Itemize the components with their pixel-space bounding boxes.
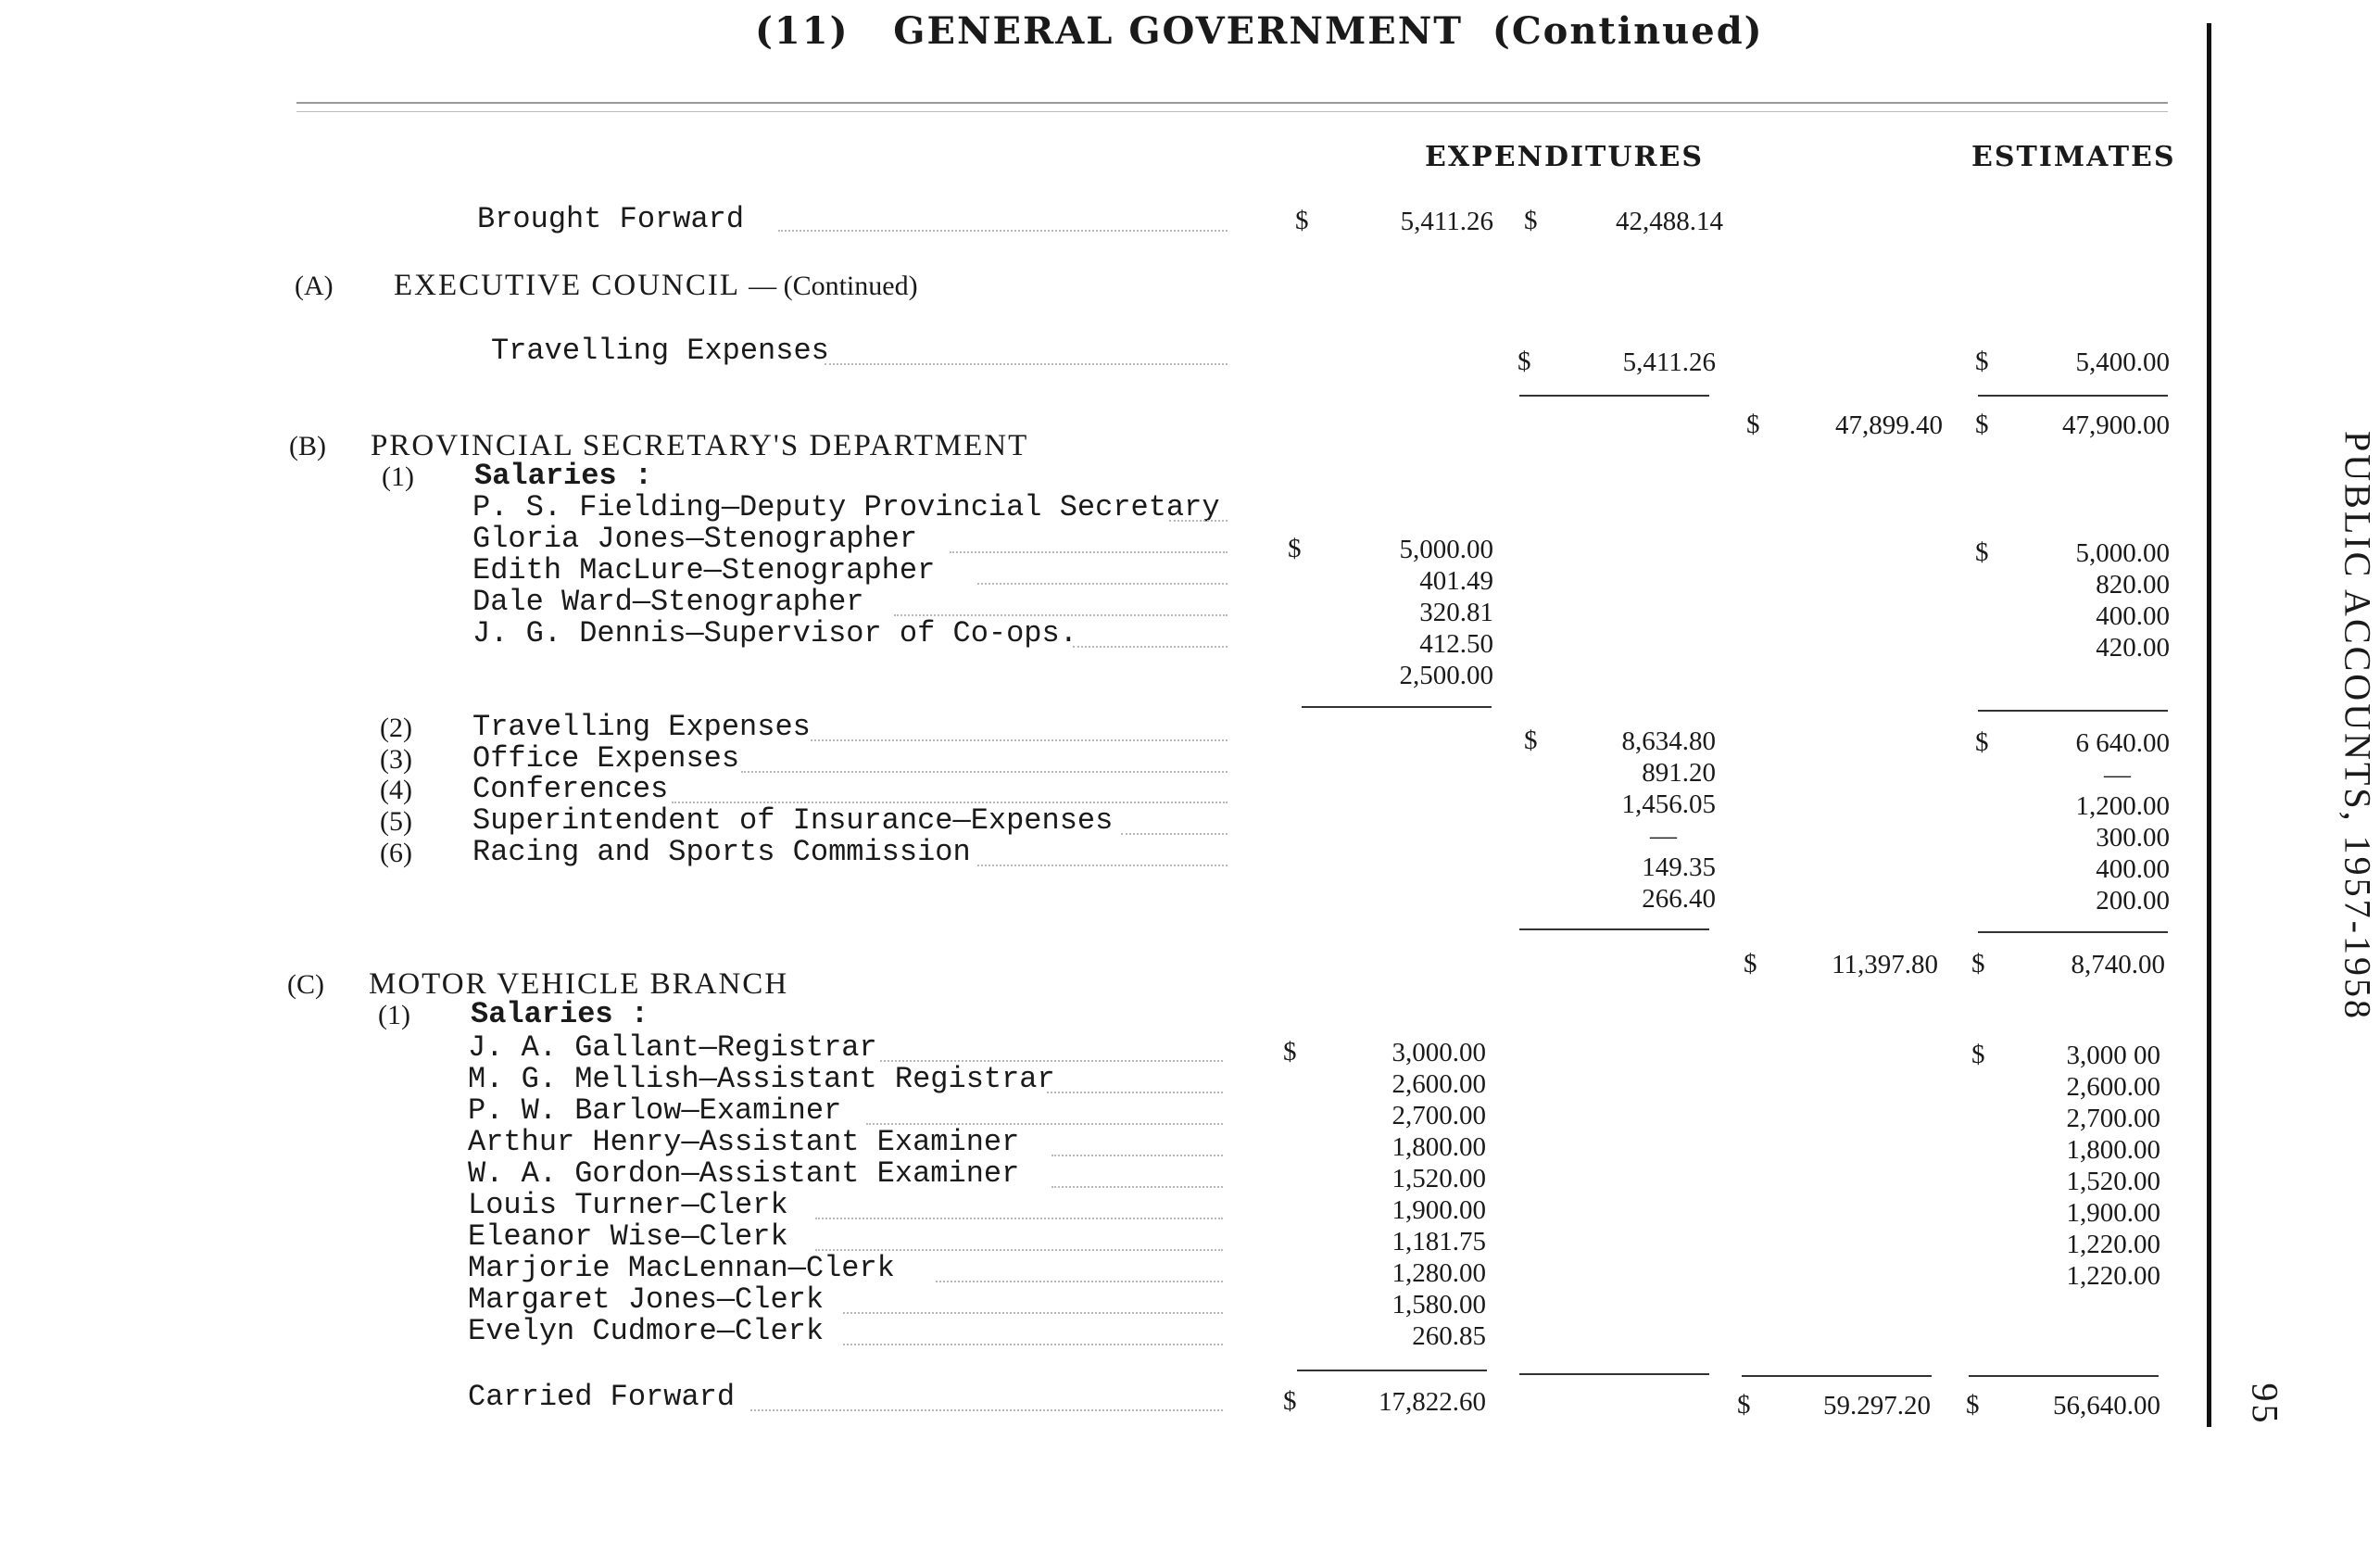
salary-name: M. G. Mellish—Assistant Registrar — [468, 1062, 1055, 1096]
brought-forward-label: Brought Forward — [477, 202, 745, 236]
expenditures-header: EXPENDITURES — [1425, 141, 1704, 173]
salary-estimate: 1,220.00 — [2066, 1230, 2160, 1259]
currency-sign: $ — [1744, 949, 1757, 979]
salary-name: J. G. Dennis—Supervisor of Co-ops. — [472, 616, 1077, 650]
carried-forward-estimate: 56,640.00 — [2053, 1391, 2160, 1420]
leader-dots — [1073, 646, 1228, 648]
carried-forward-col1: 17,822.60 — [1379, 1387, 1486, 1417]
item-number: (3) — [380, 744, 412, 775]
leader-dots — [843, 1312, 1223, 1314]
section-c-letter: (C) — [287, 969, 324, 1000]
item-expenditure: 266.40 — [1642, 884, 1716, 914]
salary-estimate: 2,700.00 — [2066, 1104, 2160, 1133]
salary-amount: 5,000.00 — [1399, 535, 1493, 564]
section-b-total-expenditure: 11,397.80 — [1832, 950, 1938, 979]
salary-amount: 2,500.00 — [1399, 661, 1493, 690]
brought-forward-col1: 5,411.26 — [1400, 207, 1493, 236]
page-number: 95 — [2244, 1383, 2286, 1426]
section-c-title: MOTOR VEHICLE BRANCH — [369, 967, 789, 1001]
currency-sign: $ — [1975, 537, 1989, 567]
carried-forward-col3: 59.297.20 — [1823, 1391, 1931, 1420]
section-a-title: EXECUTIVE COUNCIL — [394, 269, 739, 302]
leader-dots — [1051, 1155, 1223, 1156]
item-estimate: 400.00 — [2096, 854, 2170, 884]
section-a-letter: (A) — [295, 271, 334, 301]
item-expenditure: 8,634.80 — [1621, 726, 1716, 756]
item-estimate: 200.00 — [2096, 886, 2170, 915]
currency-sign: $ — [1971, 949, 1985, 979]
page-title-suffix: (Continued) — [1492, 9, 1764, 53]
salary-estimate: 1,220.00 — [2066, 1261, 2160, 1291]
currency-sign: $ — [1283, 1037, 1297, 1067]
salary-estimate: 3,000 00 — [2066, 1041, 2160, 1070]
salary-amount: 1,280.00 — [1391, 1258, 1486, 1288]
leader-dots — [741, 771, 1228, 773]
salary-name: W. A. Gordon—Assistant Examiner — [468, 1156, 1020, 1191]
currency-sign: $ — [1524, 206, 1538, 235]
salary-amount: 401.49 — [1419, 566, 1493, 596]
item-expenditure: 149.35 — [1642, 852, 1716, 882]
total-rule — [1519, 1373, 1709, 1375]
leader-dots — [977, 865, 1228, 866]
leader-dots — [811, 739, 1228, 741]
total-rule — [1742, 1375, 1932, 1377]
salary-name: Edith MacLure—Stenographer — [472, 553, 936, 587]
item-expenditure: 891.20 — [1642, 758, 1716, 788]
subtotal-rule — [1978, 931, 2168, 933]
salary-name: P. W. Barlow—Examiner — [468, 1093, 842, 1128]
side-title: PUBLIC ACCOUNTS, 1957-1958 — [2336, 431, 2379, 1021]
leader-dots — [825, 363, 1228, 365]
subtotal-rule — [1978, 395, 2168, 397]
currency-sign: $ — [1975, 410, 1989, 439]
item-estimate: 1,200.00 — [2075, 791, 2170, 821]
item-expenditure: 1,456.05 — [1621, 789, 1716, 819]
salary-name: P. S. Fielding—Deputy Provincial Secretary — [472, 490, 1220, 524]
salary-amount: 2,600.00 — [1391, 1069, 1486, 1099]
leader-dots — [843, 1344, 1223, 1345]
salary-estimate: 1,900.00 — [2066, 1198, 2160, 1228]
salary-amount: 3,000.00 — [1391, 1038, 1486, 1067]
section-a-total-expenditure: 47,899.40 — [1835, 410, 1943, 440]
salary-name: Arthur Henry—Assistant Examiner — [468, 1125, 1020, 1159]
header-rule-top — [296, 102, 2168, 104]
leader-dots — [936, 1281, 1223, 1282]
leader-dots — [1047, 1092, 1223, 1093]
section-c-salaries-number: (1) — [378, 1000, 410, 1030]
salary-estimate: 1,800.00 — [2066, 1135, 2160, 1165]
salary-amount: 1,580.00 — [1391, 1290, 1486, 1319]
brought-forward-col2: 42,488.14 — [1616, 207, 1723, 236]
subtotal-rule — [1519, 928, 1709, 930]
leader-dots — [1051, 1186, 1223, 1188]
section-b-salaries-label: Salaries : — [474, 459, 653, 493]
salary-amount: 320.81 — [1419, 598, 1493, 627]
section-b-salaries-number: (1) — [382, 461, 414, 492]
item-label: Travelling Expenses — [472, 710, 811, 744]
currency-sign: $ — [1966, 1390, 1980, 1420]
total-rule — [1969, 1375, 2159, 1377]
section-c-salaries-label: Salaries : — [471, 997, 649, 1031]
salary-amount: 1,181.75 — [1391, 1227, 1486, 1256]
currency-sign: $ — [1975, 347, 1989, 376]
leader-dots — [977, 583, 1228, 585]
salary-name: Dale Ward—Stenographer — [472, 585, 864, 619]
leader-dots — [1121, 833, 1228, 835]
leader-dots — [778, 230, 1228, 232]
carried-forward-label: Carried Forward — [468, 1380, 736, 1414]
item-label: Racing and Sports Commission — [472, 835, 971, 869]
salary-amount: 1,520.00 — [1391, 1164, 1486, 1193]
estimates-header: ESTIMATES — [1971, 141, 2176, 173]
currency-sign: $ — [1288, 534, 1302, 563]
section-a-continued: — (Continued) — [749, 271, 918, 301]
salary-name: Eleanor Wise—Clerk — [468, 1219, 788, 1254]
salary-estimate: 820.00 — [2096, 570, 2170, 600]
currency-sign: $ — [1975, 727, 1989, 757]
leader-dots — [1169, 520, 1228, 522]
subtotal-rule — [1978, 710, 2168, 712]
item-label: Conferences — [472, 772, 669, 806]
salary-estimate: 400.00 — [2096, 601, 2170, 631]
section-b-total-estimate: 8,740.00 — [2071, 950, 2165, 979]
currency-sign: $ — [1283, 1386, 1297, 1416]
currency-sign: $ — [1737, 1390, 1751, 1420]
total-rule — [1297, 1370, 1487, 1371]
salary-amount: 412.50 — [1419, 629, 1493, 659]
salary-amount: 1,900.00 — [1391, 1195, 1486, 1225]
salary-name: Margaret Jones—Clerk — [468, 1282, 825, 1317]
section-number: (11) — [755, 9, 850, 53]
currency-sign: $ — [1971, 1040, 1985, 1069]
section-a-total-estimate: 47,900.00 — [2062, 410, 2170, 440]
page-title: GENERAL GOVERNMENT — [893, 9, 1464, 53]
salary-name: Marjorie MacLennan—Clerk — [468, 1251, 895, 1285]
section-a-item-label: Travelling Expenses — [491, 334, 829, 368]
salary-amount: 2,700.00 — [1391, 1101, 1486, 1130]
salary-estimate: 2,600.00 — [2066, 1072, 2160, 1102]
item-estimate: 6 640.00 — [2075, 728, 2170, 758]
leader-dots — [950, 551, 1228, 553]
section-b-letter: (B) — [289, 431, 326, 461]
item-number: (6) — [380, 838, 412, 868]
item-number: (2) — [380, 713, 412, 743]
item-label: Superintendent of Insurance—Expenses — [472, 803, 1114, 838]
item-expenditure: — — [1650, 821, 1677, 851]
salary-estimate: 420.00 — [2096, 633, 2170, 663]
item-number: (5) — [380, 806, 412, 837]
salary-estimate: 5,000.00 — [2075, 538, 2170, 568]
margin-rule — [2207, 23, 2211, 1427]
section-a-item-estimate: 5,400.00 — [2075, 347, 2170, 377]
item-label: Office Expenses — [472, 741, 740, 776]
currency-sign: $ — [1524, 726, 1538, 755]
currency-sign: $ — [1295, 206, 1309, 235]
salary-amount: 1,800.00 — [1391, 1132, 1486, 1162]
salary-name: J. A. Gallant—Registrar — [468, 1030, 877, 1065]
leader-dots — [815, 1218, 1223, 1219]
currency-sign: $ — [1746, 410, 1760, 439]
subtotal-rule — [1302, 706, 1492, 708]
salary-name: Evelyn Cudmore—Clerk — [468, 1314, 825, 1348]
header-rule-bottom — [296, 111, 2168, 112]
salary-name: Gloria Jones—Stenographer — [472, 522, 918, 556]
leader-dots — [750, 1409, 1223, 1411]
item-estimate: — — [2104, 760, 2131, 789]
subtotal-rule — [1519, 395, 1709, 397]
item-number: (4) — [380, 775, 412, 805]
salary-name: Louis Turner—Clerk — [468, 1188, 788, 1222]
item-estimate: 300.00 — [2096, 823, 2170, 852]
salary-amount: 260.85 — [1412, 1321, 1486, 1351]
currency-sign: $ — [1517, 347, 1531, 376]
section-a-item-expenditure: 5,411.26 — [1622, 347, 1716, 377]
salary-estimate: 1,520.00 — [2066, 1167, 2160, 1196]
section-b-title: PROVINCIAL SECRETARY'S DEPARTMENT — [371, 429, 1029, 462]
